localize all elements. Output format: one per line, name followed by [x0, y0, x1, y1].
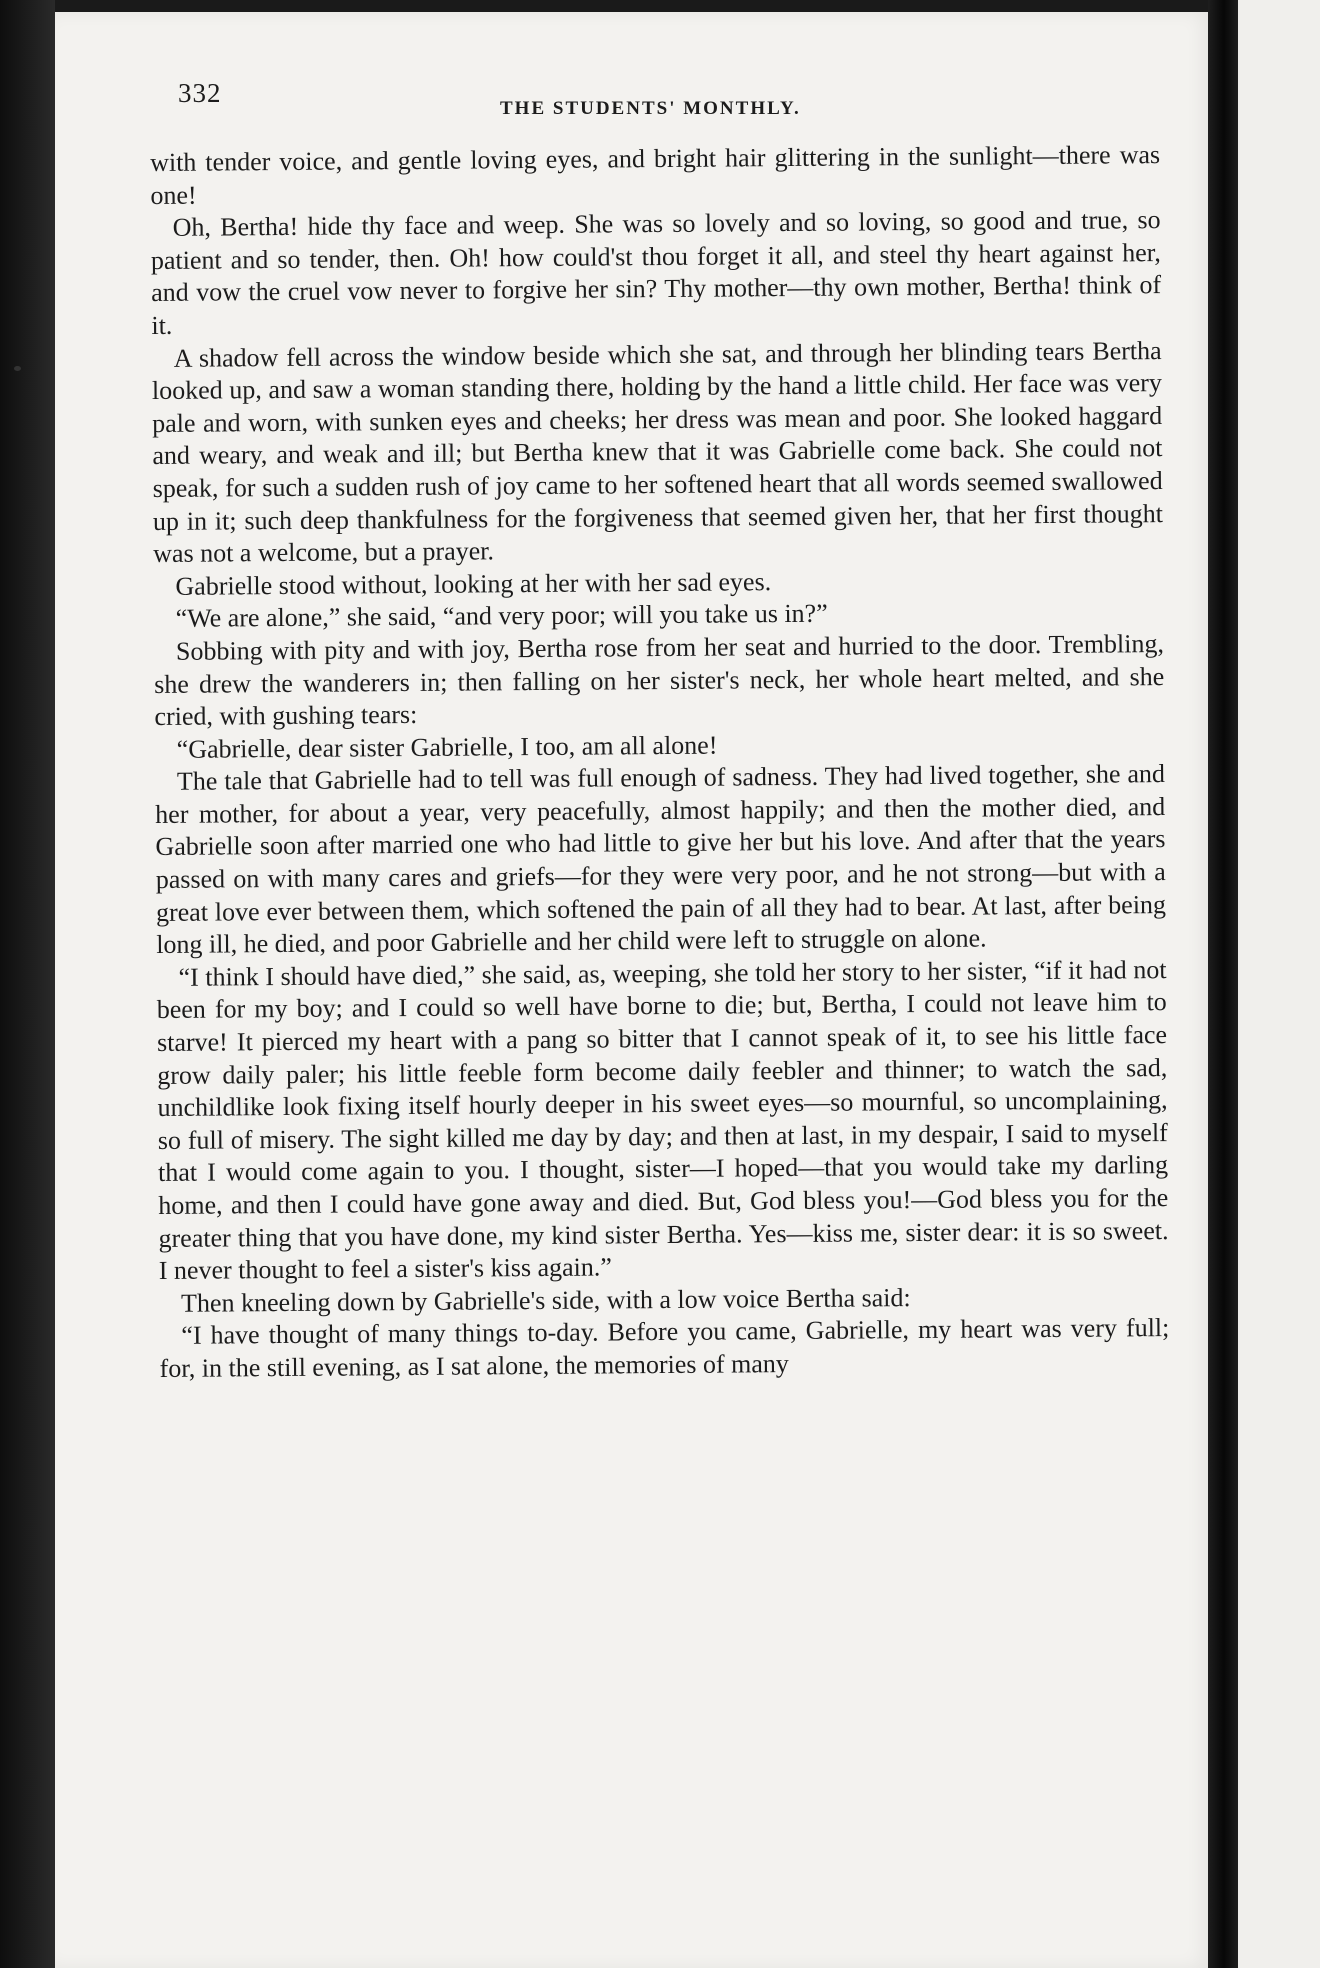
paragraph: The tale that Gabrielle had to tell was full enough of sadness. They had lived together, she and her mother, for about a year, very peacefully, almost happily; and then the mother died, and Gabrielle soon after married one who had little to give her but his love. And after that the years passed on with many cares and griefs—for they were very poor, and he not strong—but with a great love ever between them, which softened the pain of all they had to bear. At last, after being long ill, he died, and poor Gabrielle and her child were left to struggle on alone. — [155, 759, 1167, 960]
scan-left-border — [0, 0, 55, 1968]
paragraph: Oh, Bertha! hide thy face and weep. She was so lovely and so loving, so good and true, so patient and so tender, then. Oh! how could'st thou forget it all, and steel thy heart against her, and vow the cruel vow never to forgive her sin? Thy mother—thy own mother, Bertha! think of it. — [150, 205, 1162, 340]
paragraph: Sobbing with pity and with joy, Bertha rose from her seat and hurried to the door. Trembling, she drew the wanderers in; then falling on her sister's neck, her whole heart melted, and she cried, with gushing tears: — [154, 628, 1165, 732]
paragraph: “I think I should have died,” she said, as, weeping, she told her story to her sister, “if it had not been for my boy; and I could so well have borne to die; but, Bertha, I could not leave him to starve! It pierced my heart with a pang so bitter that I cannot speak of it, to see his little face grow daily paler; his little feeble form become daily feebler and thinner; to watch the sad, unchildlike look fixing itself hourly deeper in his sweet eyes—so mournful, so uncomplaining, so full of misery. The sight killed me day by day; and then at last, in my despair, I said to myself that I would come again to you. I thought, sister—I hoped—that you would take my darling home, and then I could have gone away and died. But, God bless you!—God bless you for the greater thing that you have done, my kind sister Bertha. Yes—kiss me, sister dear: it is so sweet. I never thought to feel a sister's kiss again.” — [156, 954, 1169, 1286]
paragraph: “We are alone,” she said, “and very poor; will you take us in?” — [175, 599, 828, 634]
facing-page-edge — [1238, 0, 1320, 1968]
paragraph: “I have thought of many things to-day. Before you came, Gabrielle, my heart was very full; for, in the still evening, as I sat alone, the memories of many — [159, 1313, 1170, 1383]
paragraph: Gabrielle stood without, looking at her with her sad eyes. — [175, 566, 772, 601]
paragraph: A shadow fell across the window beside which she sat, and through her blinding tears Bertha looked up, and saw a woman standing there, holding by the hand a little child. Her face was very pale and worn, with sunken eyes and cheeks; her dress was mean and poor. She looked haggard and weary, and weak and ill; but Bertha knew that it was Gabrielle come back. She could not speak, for such a sudden rush of joy came to her softened heart that all words seemed swallowed up in it; such deep thankfulness for the forgiveness that seemed given her, that her first thought was not a welcome, but a prayer. — [151, 335, 1164, 569]
page-number: 332 — [178, 78, 222, 108]
paragraph: with tender voice, and gentle loving eyes, and bright hair glittering in the sunlight—there was one! — [150, 140, 1161, 210]
book-gutter — [1208, 0, 1240, 1968]
running-title: THE STUDENTS' MONTHLY. — [500, 98, 801, 119]
scan-speck — [14, 366, 21, 371]
paragraph: Then kneeling down by Gabrielle's side, with a low voice Bertha said: — [180, 1282, 911, 1318]
paragraph: “Gabrielle, dear sister Gabrielle, I too, am all alone! — [176, 730, 718, 764]
body-text — [150, 139, 1170, 1385]
